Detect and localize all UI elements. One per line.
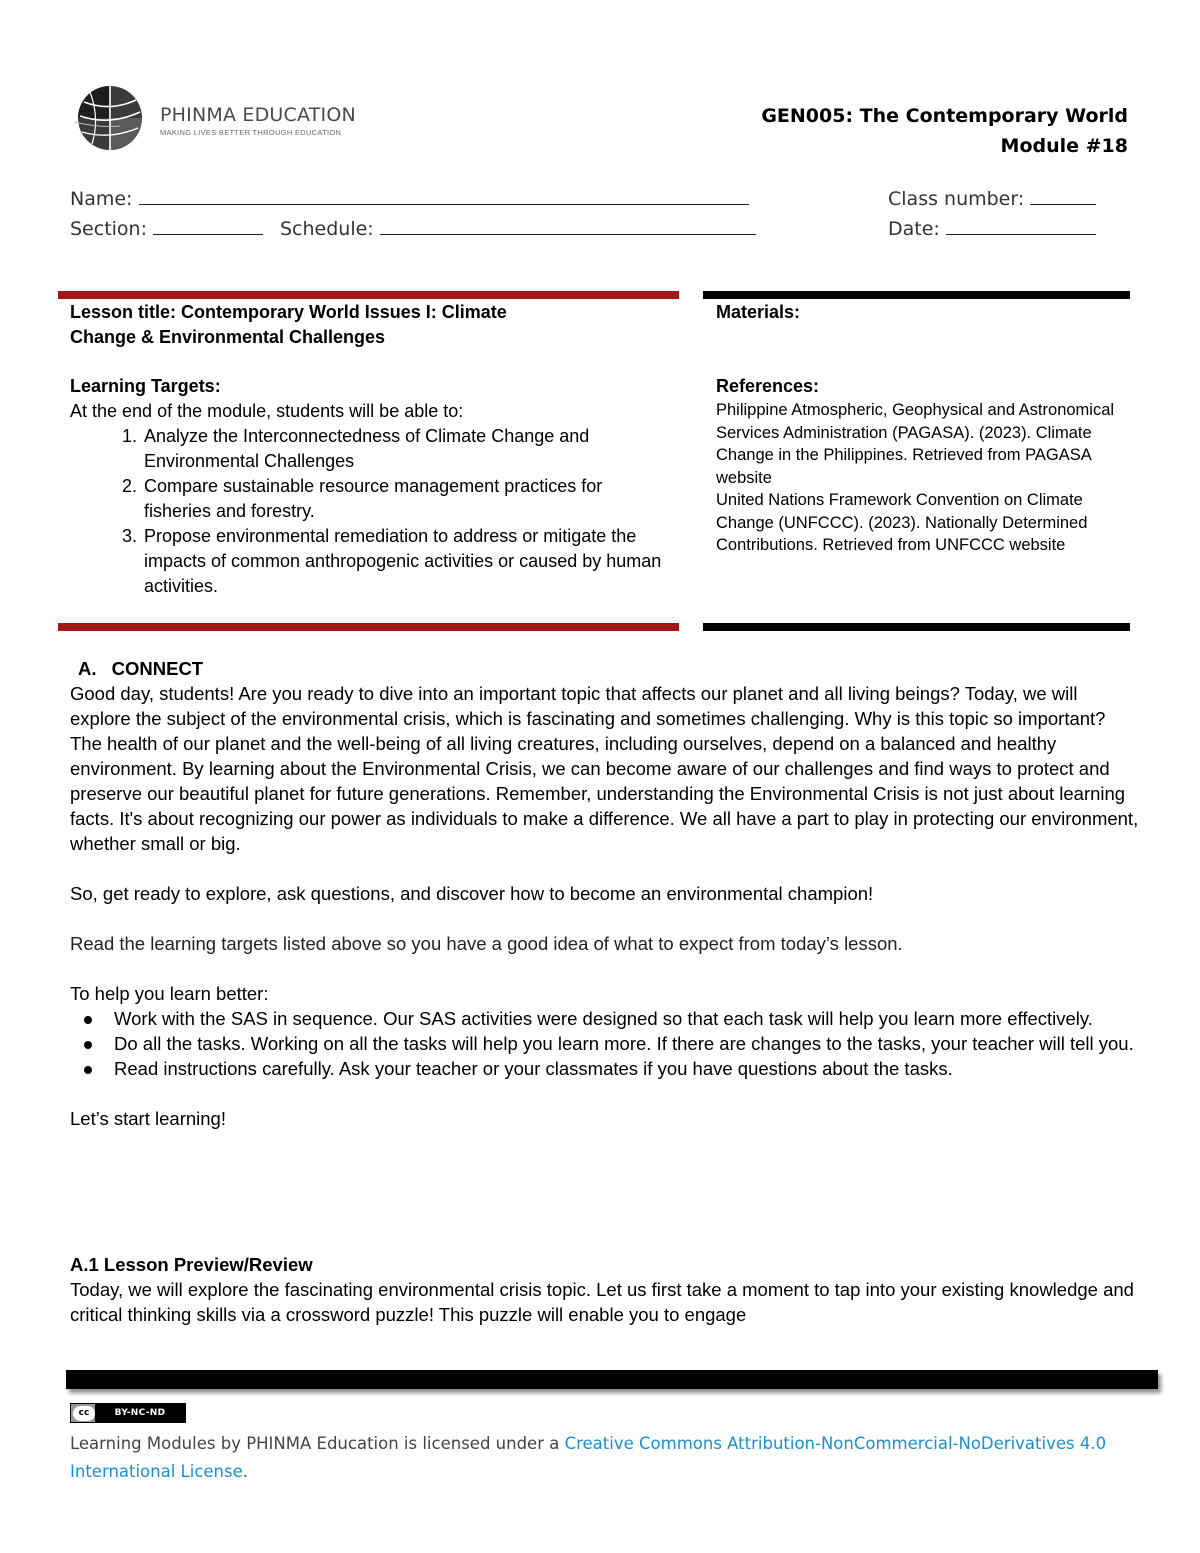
- section-label: Section:: [70, 218, 147, 240]
- connect-heading: [70, 656, 1140, 681]
- preview-text: Today, we will explore the fascinating environmental crisis topic. Let us first take a moment to tap into your existing knowledge and critical thinking skills via a crossword puzzle! This puzzle will enable you to engage: [70, 1279, 1134, 1325]
- closing-text: Let’s start learning!: [70, 1108, 226, 1129]
- date-label: Date:: [888, 218, 940, 240]
- bottom-red-rule: [58, 623, 679, 631]
- learning-targets-list: [70, 424, 670, 599]
- lesson-info: [70, 300, 670, 599]
- learning-targets-heading: Learning Targets:: [70, 376, 221, 396]
- tip-item: Work with the SAS in sequence. Our SAS activities were designed so that each task will help you learn more effectively.: [114, 1006, 1140, 1031]
- license-link[interactable]: Creative Commons Attribution-NonCommercial-NoDerivatives 4.0 International License: [70, 1434, 1107, 1481]
- tip-item: Do all the tasks. Working on all the tasks will help you learn more. If there are changes to the tasks, your teacher will tell you.: [114, 1031, 1140, 1056]
- name-blank[interactable]: [139, 186, 749, 205]
- date-field[interactable]: [888, 216, 1096, 240]
- learning-target-item: 3. Propose environmental remediation to address or mitigate the impacts of common anthropogenic activities or caused by human activities.: [142, 524, 670, 599]
- course-title: GEN005: The Contemporary World: [761, 105, 1128, 127]
- learning-target-item: 2. Compare sustainable resource management practices for fisheries and forestry.: [142, 474, 670, 524]
- class-number-blank[interactable]: [1030, 186, 1096, 205]
- tips-list: [70, 1006, 1140, 1081]
- schedule-blank[interactable]: [380, 216, 756, 235]
- lesson-title-line2: Change & Environmental Challenges: [70, 327, 386, 347]
- cc-icon: cc: [73, 1406, 95, 1421]
- logo-name: PHINMA EDUCATION: [160, 104, 356, 126]
- name-label: Name:: [70, 188, 133, 210]
- materials-heading: Materials:: [716, 302, 801, 322]
- class-number-field[interactable]: [888, 186, 1096, 210]
- class-number-label: Class number:: [888, 188, 1025, 210]
- materials-references: [716, 300, 1116, 557]
- learning-targets-intro: At the end of the module, students will be able to:: [70, 401, 464, 421]
- top-black-rule: [703, 291, 1130, 299]
- cc-terms: BY-NC-ND: [95, 1404, 185, 1422]
- logo-globe-icon: [70, 82, 160, 154]
- lesson-title-line1: Lesson title: Contemporary World Issues I: Climate: [70, 302, 507, 322]
- top-red-rule: [58, 291, 679, 299]
- connect-paragraph: Good day, students! Are you ready to dive into an important topic that affects our planet and all living beings? Today, we will explore the subject of the environmental crisis, which is fascinating and sometimes challenging. Why is this topic so important? The health of our planet and the well-being of all living creatures, including ourselves, depend on a balanced and healthy environment. By learning about the Environmental Crisis, we can become aware of our challenges and find ways to protect and preserve our beautiful planet for future generations. Remember, understanding the Environmental Crisis is not just about learning facts. It's about recognizing our power as individuals to make a difference. We all have a part to play in protecting our environment, whether small or big.: [70, 683, 1139, 854]
- cc-license-badge[interactable]: [70, 1403, 186, 1423]
- references-heading: References:: [716, 376, 820, 396]
- license-suffix: .: [242, 1462, 249, 1481]
- connect-paragraph: Read the learning targets listed above so you have a good idea of what to expect from today’s lesson.: [70, 933, 903, 954]
- preview-section: [70, 1252, 1140, 1327]
- license-text: [70, 1430, 1150, 1486]
- tips-intro: To help you learn better:: [70, 983, 269, 1004]
- learning-target-item: 1. Analyze the Interconnectedness of Climate Change and Environmental Challenges: [142, 424, 670, 474]
- module-number: Module #18: [1000, 135, 1128, 157]
- connect-paragraph: So, get ready to explore, ask questions, and discover how to become an environmental champion!: [70, 883, 874, 904]
- section-field[interactable]: [70, 216, 263, 240]
- preview-heading: A.1 Lesson Preview/Review: [70, 1254, 313, 1275]
- bottom-black-rule: [703, 623, 1130, 631]
- phinma-logo: [70, 82, 160, 154]
- course-header: [761, 101, 1128, 161]
- reference-item: United Nations Framework Convention on Climate Change (UNFCCC). (2023). Nationally Determined Contributions. Retrieved from UNFCCC website: [716, 491, 1088, 554]
- date-blank[interactable]: [946, 216, 1096, 235]
- footer-rule: [66, 1370, 1158, 1389]
- connect-heading-letter: A.: [78, 658, 97, 679]
- schedule-label: Schedule:: [280, 218, 374, 240]
- name-field[interactable]: [70, 186, 749, 210]
- section-blank[interactable]: [153, 216, 263, 235]
- reference-item: Philippine Atmospheric, Geophysical and Astronomical Services Administration (PAGASA). (2023). Climate Change in the Philippines. Retrieved from PAGASA website: [716, 401, 1115, 487]
- logo-tagline: MAKING LIVES BETTER THROUGH EDUCATION: [160, 128, 342, 137]
- connect-section: [70, 656, 1140, 1131]
- schedule-field[interactable]: [280, 216, 756, 240]
- connect-heading-text: CONNECT: [111, 658, 204, 679]
- tip-item: Read instructions carefully. Ask your teacher or your classmates if you have questions about the tasks.: [114, 1056, 1140, 1081]
- license-prefix: Learning Modules by PHINMA Education is licensed under a: [70, 1434, 565, 1453]
